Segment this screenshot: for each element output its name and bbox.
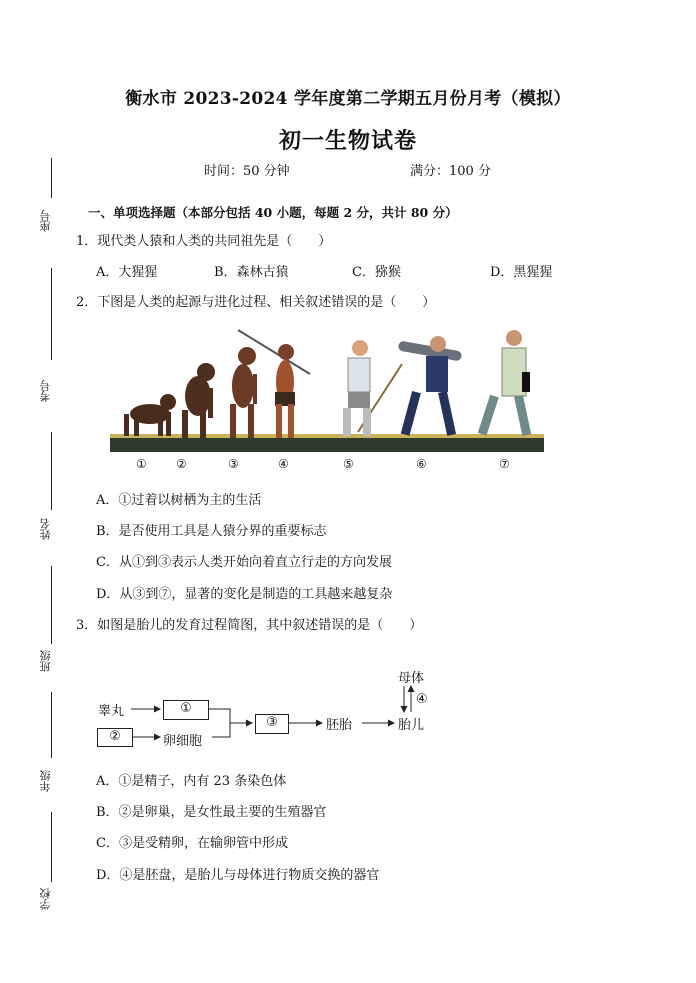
q1-option-c: C．猕猴 — [352, 265, 401, 280]
question-1-stem: 1．现代类人猿和人类的共同祖先是（ ） — [76, 234, 332, 249]
side-label-class: 班级 — [39, 650, 52, 672]
figure-label-1: ① — [136, 457, 147, 471]
q2-option-b: B．是否使用工具是人猿分界的重要标志 — [96, 524, 327, 539]
side-label-name: 姓名 — [39, 518, 52, 540]
exam-time: 时间：50 分钟 — [204, 164, 290, 179]
question-3-stem: 3．如图是胎儿的发育过程简图，其中叙述错误的是（ ） — [76, 618, 423, 633]
side-label-seat: 座号 — [39, 210, 52, 232]
diagram-link-4: ④ — [416, 692, 428, 707]
merge-bracket — [209, 709, 230, 737]
q1-option-d: D．黑猩猩 — [490, 265, 553, 280]
diagram-box-3: ③ — [255, 714, 289, 734]
side-label-exam-id: 考号 — [39, 380, 52, 402]
q3-option-d: D．④是胚盘，是胎儿与母体进行物质交换的器官 — [96, 868, 380, 883]
exam-subtitle: 初一生物试卷 — [278, 128, 417, 154]
figure-label-7: ⑦ — [499, 457, 510, 471]
q1-option-a: A．大猩猩 — [96, 265, 158, 280]
figure-label-4: ④ — [278, 457, 289, 471]
diagram-embryo: 胚胎 — [326, 718, 353, 733]
side-label-grade: 年级 — [39, 770, 52, 792]
figure-label-3: ③ — [228, 457, 239, 471]
diagram-egg-cell: 卵细胞 — [163, 734, 203, 749]
diagram-fetus: 胎儿 — [398, 718, 425, 733]
diagram-box-2: ② — [97, 728, 133, 747]
diagram-mother: 母体 — [398, 671, 425, 686]
figure-label-2: ② — [176, 457, 187, 471]
q3-option-c: C．③是受精卵，在输卵管中形成 — [96, 836, 288, 851]
exam-title: 衡水市 2023-2024 学年度第二学期五月份月考（模拟） — [125, 89, 571, 109]
question-2-stem: 2．下图是人类的起源与进化过程、相关叙述错误的是（ ） — [76, 295, 436, 310]
q3-option-b: B．②是卵巢，是女性最主要的生殖器官 — [96, 805, 327, 820]
diagram-box-1: ① — [163, 700, 209, 720]
section-heading: 一、单项选择题（本部分包括 40 小题，每题 2 分，共计 80 分） — [88, 205, 458, 220]
diagram-testis: 睾丸 — [98, 704, 125, 719]
figure-label-6: ⑥ — [416, 457, 427, 471]
q3-option-a: A．①是精子，内有 23 条染色体 — [96, 774, 287, 789]
side-label-school: 学校 — [39, 888, 52, 910]
q2-option-c: C．从①到③表示人类开始向着直立行走的方向发展 — [96, 555, 392, 570]
q2-option-d: D．从③到⑦，显著的变化是制造的工具越来越复杂 — [96, 587, 393, 602]
figure-label-5: ⑤ — [343, 457, 354, 471]
q1-option-b: B．森林古猿 — [214, 265, 289, 280]
exam-score: 满分：100 分 — [410, 164, 491, 179]
q2-option-a: A．①过着以树栖为主的生活 — [96, 493, 262, 508]
